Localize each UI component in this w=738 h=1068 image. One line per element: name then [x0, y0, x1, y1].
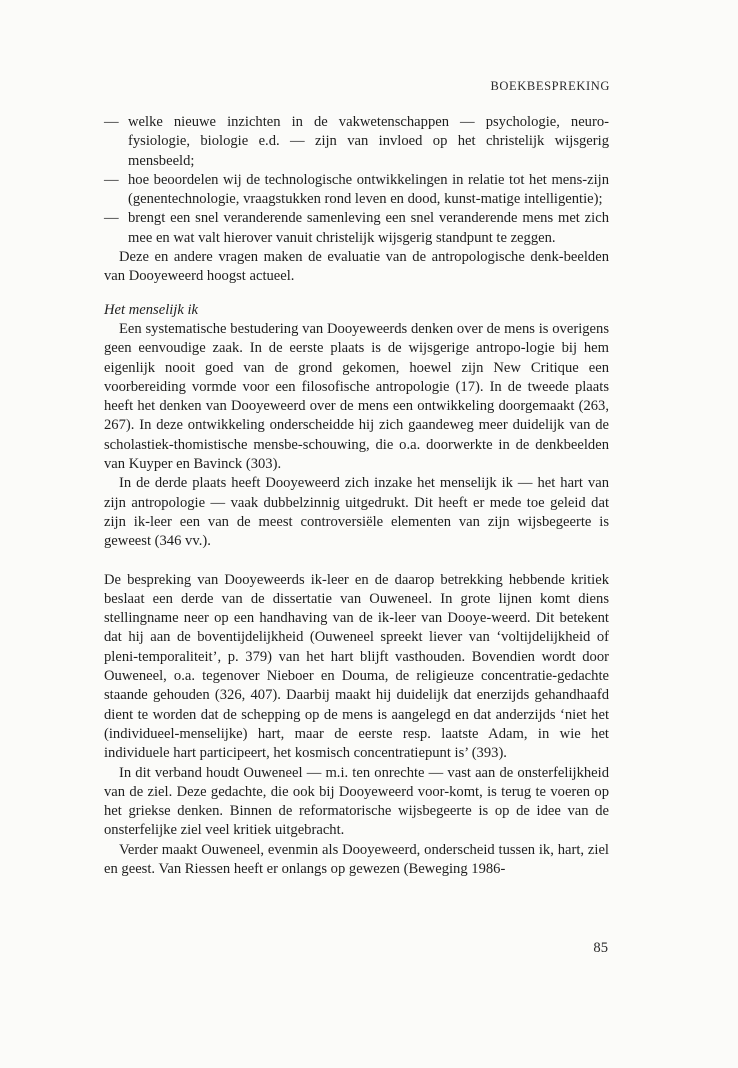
running-head: BOEKBESPREKING: [490, 79, 610, 93]
paragraph: Verder maakt Ouweneel, evenmin als Dooyeweerd, onderscheid tussen ik, hart, ziel en geest. Van Riessen heeft er onlangs op gewezen (Beweging 1986-: [104, 841, 609, 877]
page-number: 85: [593, 940, 608, 956]
bullet-dash: —: [104, 210, 119, 227]
paragraph: In de derde plaats heeft Dooyeweerd zich inzake het menselijk ik — het hart van zijn antropologie — vaak dubbelzinnig uitgedrukt. Dit heeft er mede toe geleid dat zijn ik-leer een van de meest controversiële elementen van zijn wijsbegeerte is geweest (346 vv.).: [104, 475, 609, 550]
section-heading: Het menselijk ik: [104, 301, 199, 318]
bullet-dash: —: [104, 114, 119, 130]
list-item: [104, 171, 609, 210]
list-item: [104, 113, 609, 171]
list-item-text: welke nieuwe inzichten in de vakwetenschappen — psychologie, neuro-fysiologie, biologie e.d. — zijn van invloed op het christelijk wijsgerig mensbeeld;: [128, 114, 609, 169]
list-item: [104, 209, 609, 248]
list-item-text: brengt een snel veranderende samenleving een snel veranderende mens met zich mee en wat valt hierover vanuit christelijk wijsgerig standpunt te zeggen.: [128, 210, 609, 246]
paragraph: Een systematische bestudering van Dooyeweerds denken over de mens is overigens geen eenvoudige zaak. In de eerste plaats is de wijsgerige antropo-logie bij hem eigenlijk nooit goed van de grond gekomen, hoewel zijn New Critique een voorbereiding vormde voor een filosofische antropologie (17). In de tweede plaats heeft het denken van Dooyeweerd over de mens een ontwikkeling doorgemaakt (263, 267). In deze ontwikkeling onderscheidde hij zich gaandeweg meer duidelijk van de scholastiek-thomistische mensbe-schouwing, die o.a. doorwerkte in de denkbeelden van Kuyper en Bavinck (303).: [104, 320, 609, 473]
intro-paragraph: Deze en andere vragen maken de evaluatie van de antropologische denk-beelden van Dooyeweerd hoogst actueel.: [104, 249, 609, 285]
bullet-dash: —: [104, 171, 119, 188]
paragraph: In dit verband houdt Ouweneel — m.i. ten onrechte — vast aan de onsterfelijkheid van de ziel. Deze gedachte, die ook bij Dooyeweerd voor-komt, is terug te voeren op het griekse denken. Binnen de reformatorische wijsbegeerte is op de idee van de onsterfelijke ziel veel kritiek uitgebracht.: [104, 764, 609, 839]
paragraph: De bespreking van Dooyeweerds ik-leer en de daarop betrekking hebbende kritiek beslaat een derde van de dissertatie van Ouweneel. In grote lijnen komt diens stellingname neer op een handhaving van de ik-leer van Dooye-weerd. Dit betekent dat hij aan de boventijdelijkheid (Ouweneel spreekt liever van ‘voltijdelijkheid of pleni-temporaliteit’, p. 379) van het hart blijft vasthouden. Bovendien wordt door Ouweneel, o.a. tegenover Nieboer en Douma, de religieuze concentratie-gedachte staande gehouden (326, 407). Daarbij maakt hij duidelijk dat enerzijds gehandhaafd dient te worden dat de schepping op de mens is aangelegd en dat anderzijds ‘niet het (individueel-menselijke) hart, maar de eerste resp. laatste Adam, in wie het individuele hart participeert, het kosmisch concentratiepunt is’ (393).: [104, 571, 609, 762]
body-text: [104, 113, 609, 879]
list-item-text: hoe beoordelen wij de technologische ontwikkelingen in relatie tot het mens-zijn (genentechnologie, vraagstukken rond leven en dood, kunst-matige intelligentie);: [128, 171, 609, 208]
